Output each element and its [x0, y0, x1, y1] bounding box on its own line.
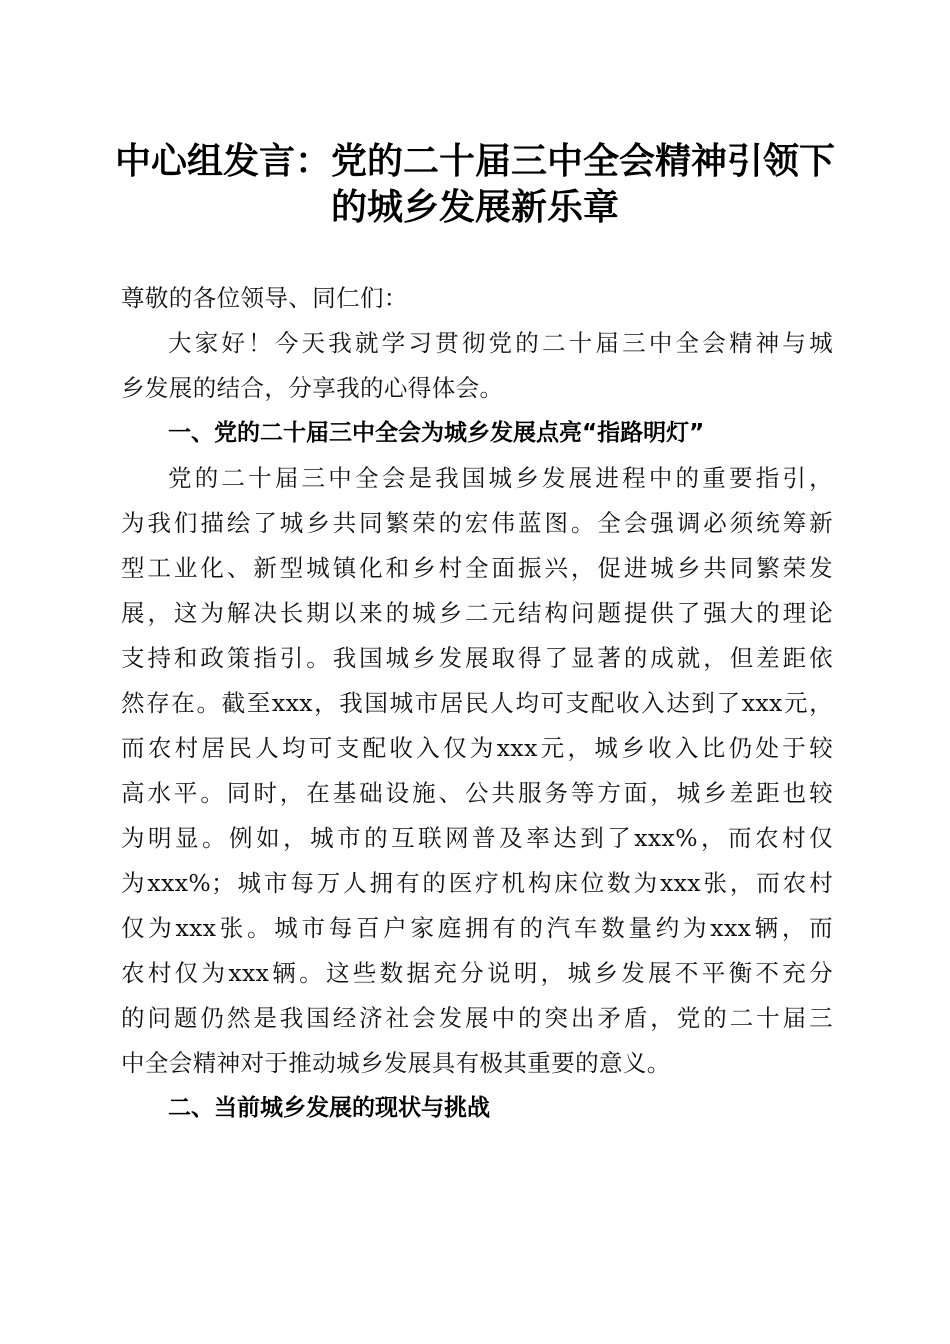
- section-1-heading: 一、党的二十届三中全会为城乡发展点亮“指路明灯”: [168, 420, 705, 446]
- section-2-heading: 二、当前城乡发展的现状与挑战: [168, 1095, 490, 1121]
- section-1-paragraph-line: 为明显。例如，城市的互联网普及率达到了xxx%，而农村仅: [121, 824, 833, 852]
- salutation: 尊敬的各位领导、同仁们：: [121, 284, 408, 312]
- section-1-paragraph-line: 而农村居民人均可支配收入仅为xxx元，城乡收入比仍处于较: [121, 734, 833, 762]
- document-title-line-2: 的城乡发展新乐章: [330, 186, 619, 228]
- intro-paragraph-line: 大家好！今天我就学习贯彻党的二十届三中全会精神与城: [168, 329, 833, 357]
- section-1-paragraph-line: 高水平。同时，在基础设施、公共服务等方面，城乡差距也较: [121, 779, 833, 807]
- section-1-paragraph-line: 型工业化、新型城镇化和乡村全面振兴，促进城乡共同繁荣发: [121, 554, 833, 582]
- section-1-paragraph-line: 仅为xxx张。城市每百户家庭拥有的汽车数量约为xxx辆，而: [121, 914, 833, 942]
- section-1-paragraph-line: 党的二十届三中全会是我国城乡发展进程中的重要指引，: [168, 464, 833, 492]
- section-1-paragraph-line: 中全会精神对于推动城乡发展具有极其重要的意义。: [121, 1049, 671, 1077]
- section-1-paragraph-line: 的问题仍然是我国经济社会发展中的突出矛盾，党的二十届三: [121, 1004, 833, 1032]
- intro-paragraph-line: 乡发展的结合，分享我的心得体会。: [121, 374, 504, 402]
- document-title-line-1: 中心组发言：党的二十届三中全会精神引领下: [114, 140, 835, 182]
- section-1-paragraph-line: 支持和政策指引。我国城乡发展取得了显著的成就，但差距依: [121, 644, 833, 672]
- section-1-paragraph-line: 为xxx%；城市每万人拥有的医疗机构床位数为xxx张，而农村: [121, 869, 833, 897]
- section-1-paragraph-line: 为我们描绘了城乡共同繁荣的宏伟蓝图。全会强调必须统筹新: [121, 509, 833, 537]
- section-1-paragraph-line: 展，这为解决长期以来的城乡二元结构问题提供了强大的理论: [121, 599, 833, 627]
- section-1-paragraph-line: 然存在。截至xxx，我国城市居民人均可支配收入达到了xxx元，: [121, 689, 833, 717]
- section-1-paragraph-line: 农村仅为xxx辆。这些数据充分说明，城乡发展不平衡不充分: [121, 959, 833, 987]
- document-body: [121, 276, 833, 1131]
